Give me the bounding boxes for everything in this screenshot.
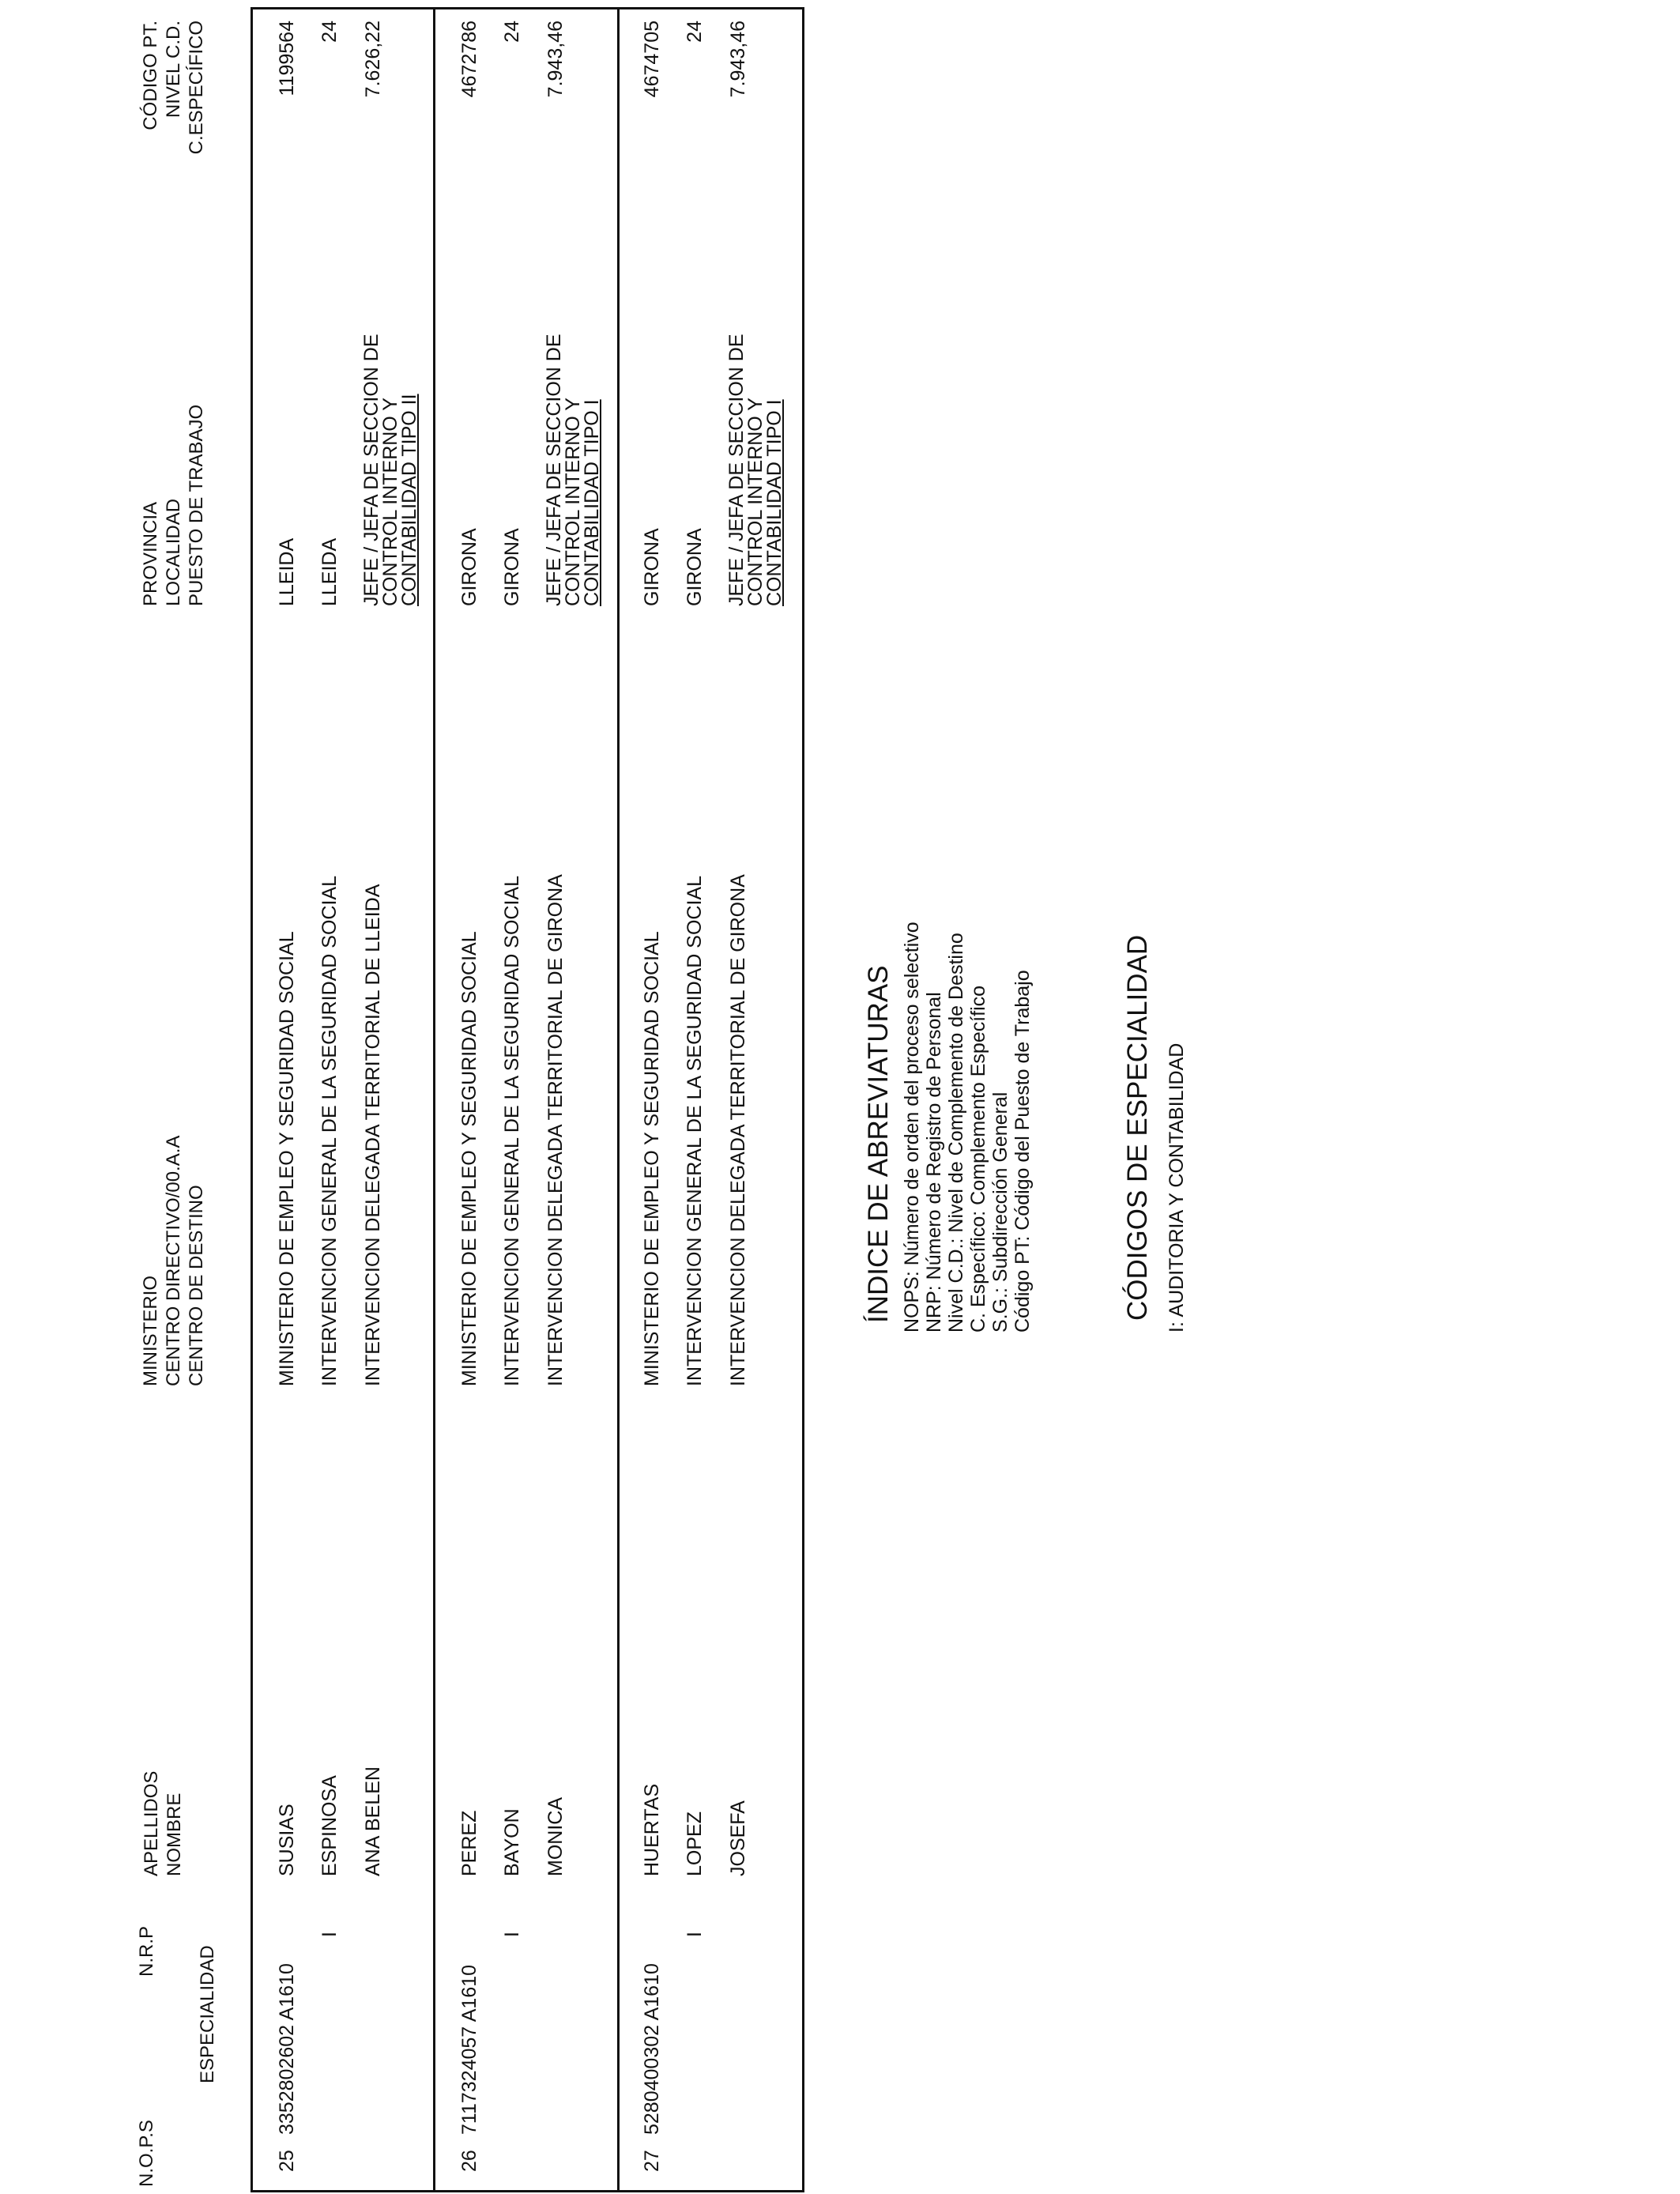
abbreviation-item: C. Específico: Complemento Específico: [967, 985, 989, 1333]
cell-centro-destino: INTERVENCION DELEGADA TERRITORIAL DE LLEIDA: [362, 884, 384, 1386]
cell-c-especifico: 7.943,46: [544, 21, 567, 98]
header-centro-directivo: CENTRO DIRECTIVO/00.A.A: [163, 1135, 184, 1386]
cell-c-especifico: 7.943,46: [727, 21, 749, 98]
abbreviation-item: Nivel C.D.: Nivel de Complemento de Destino: [945, 933, 967, 1333]
specialty-codes-title: CÓDIGOS DE ESPECIALIDAD: [1122, 934, 1153, 1321]
abbreviation-item: Código PT: Código del Puesto de Trabajo: [1011, 970, 1034, 1333]
specialty-code-item: I: AUDITORIA Y CONTABILIDAD: [1166, 1042, 1188, 1333]
cell-provincia: LLEIDA: [276, 537, 298, 606]
header-puesto: PUESTO DE TRABAJO: [186, 404, 207, 606]
header-nrp: N.R.P: [136, 1925, 157, 1977]
cell-puesto-line: JEFE / JEFA DE SECCION DE: [360, 334, 382, 606]
cell-apellido-2: BAYON: [501, 1808, 523, 1876]
abbreviation-item: NRP: Número de Registro de Personal: [923, 992, 945, 1333]
abbreviation-item: S.G.: Subdirección General: [989, 1091, 1011, 1333]
header-ministerio-block: [139, 1136, 208, 1386]
header-provincia: PROVINCIA: [140, 501, 161, 606]
cell-puesto-line: CONTROL INTERNO Y: [744, 398, 767, 606]
cell-ministerio: MINISTERIO DE EMPLEO Y SEGURIDAD SOCIAL: [276, 931, 298, 1386]
row-separator: [617, 7, 620, 2192]
cell-nivel: 24: [318, 21, 341, 43]
cell-nombre: JOSEFA: [727, 1800, 749, 1876]
cell-nrp: 3352802602 A1610: [276, 1963, 298, 2135]
row-separator: [433, 7, 435, 2192]
cell-apellido-2: LOPEZ: [684, 1811, 706, 1876]
cell-especialidad: I: [684, 1932, 706, 1937]
cell-centro-directivo: INTERVENCION GENERAL DE LA SEGURIDAD SOCIAL: [501, 876, 523, 1386]
cell-nivel: 24: [501, 21, 523, 43]
cell-puesto-line: CONTROL INTERNO Y: [562, 398, 584, 606]
cell-puesto-line: CONTABILIDAD TIPO II: [398, 394, 420, 606]
cell-ministerio: MINISTERIO DE EMPLEO Y SEGURIDAD SOCIAL: [458, 931, 480, 1386]
cell-puesto-line: JEFE / JEFA DE SECCION DE: [725, 334, 748, 606]
cell-puesto: [362, 195, 419, 606]
cell-apellido-1: SUSIAS: [276, 1804, 298, 1876]
abbreviations-title: ÍNDICE DE ABREVIATURAS: [863, 965, 894, 1323]
cell-codigo-pt: 4672786: [458, 21, 480, 98]
header-ministerio: MINISTERIO: [140, 1275, 161, 1386]
cell-codigo-pt: 1199564: [276, 21, 298, 96]
cell-puesto-line: CONTABILIDAD TIPO I: [581, 399, 603, 606]
cell-nombre: MONICA: [544, 1797, 567, 1876]
cell-centro-destino: INTERVENCION DELEGADA TERRITORIAL DE GIRONA: [544, 874, 567, 1386]
header-centro-destino: CENTRO DE DESTINO: [186, 1185, 207, 1386]
abbreviation-item: NOPS: Número de orden del proceso selectivo: [901, 922, 923, 1333]
cell-nrp: 5280400302 A1610: [641, 1963, 663, 2135]
cell-puesto: [544, 195, 601, 606]
header-provincia-block: [139, 405, 208, 606]
cell-nops: 25: [276, 2150, 298, 2172]
specialty-codes-list: [1166, 1043, 1188, 1333]
cell-puesto-line: CONTROL INTERNO Y: [379, 398, 401, 606]
cell-apellido-1: HUERTAS: [641, 1783, 663, 1876]
cell-especialidad: I: [318, 1932, 341, 1937]
cell-centro-directivo: INTERVENCION GENERAL DE LA SEGURIDAD SOCIAL: [318, 876, 341, 1386]
cell-nombre: ANA BELEN: [362, 1766, 384, 1876]
header-c-especifico: C.ESPECÍFICO: [186, 21, 207, 155]
cell-puesto-line: JEFE / JEFA DE SECCION DE: [543, 334, 565, 606]
cell-c-especifico: 7.626,22: [362, 21, 384, 98]
header-nops: N.O.P.S: [136, 2120, 157, 2187]
cell-centro-destino: INTERVENCION DELEGADA TERRITORIAL DE GIRONA: [727, 874, 749, 1386]
cell-provincia: GIRONA: [458, 528, 480, 606]
abbreviations-list: [901, 922, 1034, 1333]
cell-nops: 27: [641, 2150, 663, 2172]
header-codigo-pt: CÓDIGO PT.: [140, 21, 161, 130]
header-apellidos: APELLIDOS: [141, 1770, 162, 1876]
cell-puesto-line: CONTABILIDAD TIPO I: [763, 399, 785, 606]
header-nivel-cd: NIVEL C.D.: [163, 21, 184, 119]
cell-apellido-1: PEREZ: [458, 1810, 480, 1876]
cell-nrp: 7117324057 A1610: [458, 1964, 480, 2135]
cell-provincia: GIRONA: [641, 528, 663, 606]
header-apellidos-nombre: [140, 1771, 186, 1876]
cell-nivel: 24: [684, 21, 706, 43]
cell-nops: 26: [458, 2150, 480, 2172]
cell-centro-directivo: INTERVENCION GENERAL DE LA SEGURIDAD SOCIAL: [684, 876, 706, 1386]
cell-ministerio: MINISTERIO DE EMPLEO Y SEGURIDAD SOCIAL: [641, 931, 663, 1386]
cell-puesto: [727, 195, 784, 606]
cell-localidad: GIRONA: [684, 528, 706, 606]
cell-codigo-pt: 4674705: [641, 21, 663, 98]
header-localidad: LOCALIDAD: [163, 498, 184, 606]
cell-apellido-2: ESPINOSA: [318, 1775, 341, 1876]
header-codigo-block: [139, 21, 208, 202]
cell-especialidad: I: [501, 1932, 523, 1937]
cell-localidad: GIRONA: [501, 528, 523, 606]
cell-localidad: LLEIDA: [318, 537, 341, 606]
header-nombre: NOMBRE: [164, 1793, 185, 1876]
header-especialidad: ESPECIALIDAD: [197, 1945, 218, 2083]
